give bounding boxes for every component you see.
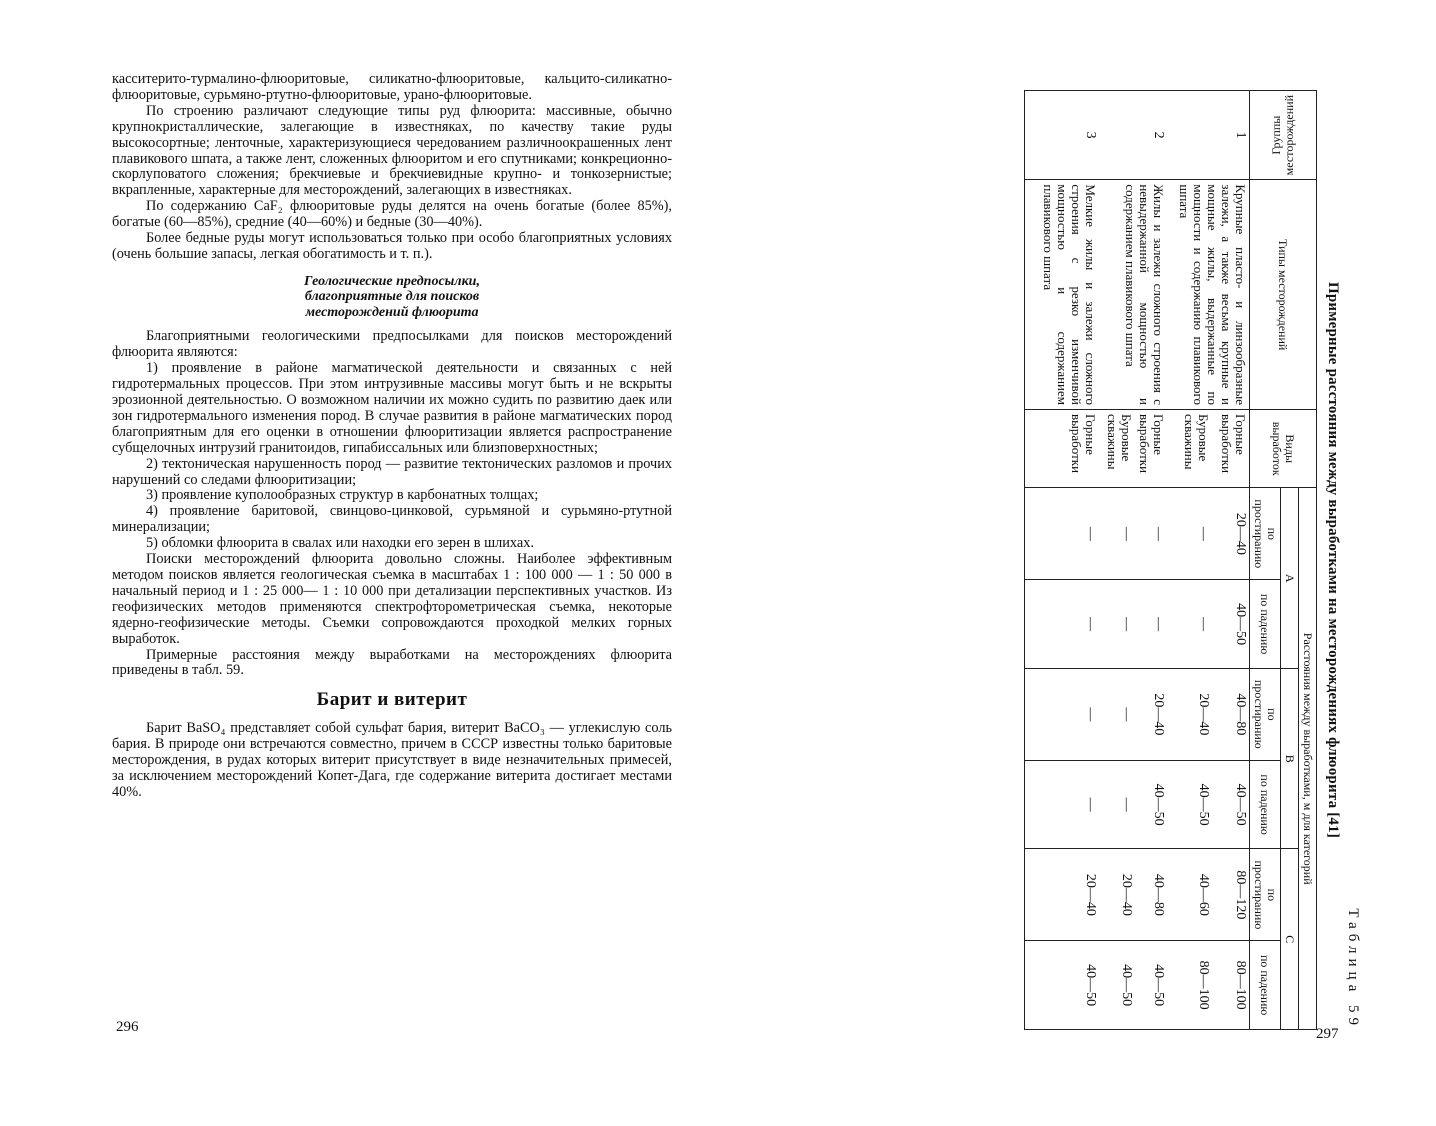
header-a-dip: по падению [1250,580,1281,669]
list-item-5: 5) обломки флюорита в свалах или находки его зерен в шлихах. [146,535,534,552]
cell-deposit-type: Крупные пласто- и линзообразные залежи, а также весьма крупные и мощные жилы, выдержанные по мощности и содержанию плавикового шпата [1175,180,1250,410]
cell-a-strike: — [1135,488,1175,580]
header-b-dip: по падению [1250,760,1281,849]
table-row [1212,91,1250,1030]
cell-b-dip: 40—50 [1175,760,1212,849]
cell-c-strike: 20—40 [1103,849,1135,941]
header-b-strike: по простиранию [1250,668,1281,760]
cell-c-strike: 40—80 [1135,849,1175,941]
table-row [1025,91,1104,1030]
cell-group: 2 [1103,91,1175,180]
cell-c-dip: 40—50 [1135,941,1175,1030]
header-category-a: А [1281,488,1299,669]
cell-group: 1 [1175,91,1250,180]
table-59-rotated [801,90,1361,1030]
cell-deposit-type: Мелкие жилы и залежи сложного строения с резко изменчивой мощностью и содержанием плавикового шпата [1025,180,1104,410]
distance-table [1024,90,1317,1030]
subheading-line-3: месторождений флюорита [305,304,479,320]
paragraph-table-reference: Примерные расстояния между выработками на месторождениях флюорита приведены в табл. 59. [112,646,672,679]
paragraph-barite: Барит BaSO₄ представляет собой сульфат бария, витерит BaCO₃ — углекислую соль бария. В природе они встречаются совместно, причем в СССР известны только баритовые месторождения, в рудах которых витерит присутствует в виде незначительных примесей, за исключением месторождений Копет-Дага, где содержание витерита достигает местами 40%. [112,720,672,800]
cell-b-dip: — [1025,760,1104,849]
paragraph-prospecting-methods: Поиски месторождений флюорита довольно сложны. Наиболее эффективным методом поисков является геологическая съемка в масштабах 1 : 100 000 — 1 : 50 000 в начальный период и 1 : 25 000— 1 : 10 000 при детализации перспективных участков. Из геофизических методов применяются спектрофторометрическая съемка, некоторые ядерно-геофизические методы. Съемки сопровождаются проходкой мелких горных выработок. [112,551,672,647]
cell-c-dip: 80—100 [1175,941,1212,1030]
section-title-barite: Барит и витерит [316,689,468,711]
paragraph-caf2-content: По содержанию CaF₂ флюоритовые руды делятся на очень богатые (более 85%), богатые (60—85%), средние (40—60%) и бедные (30—40%). [112,198,672,231]
table-title: Примерные расстояния между выработками на месторождениях флюорита [41] [1325,281,1341,839]
cell-a-strike: — [1025,488,1104,580]
header-works: Виды выработок [1250,410,1317,488]
cell-b-strike: — [1103,668,1135,760]
cell-c-strike: 80—120 [1212,849,1250,941]
cell-a-dip: — [1135,580,1175,669]
subheading-geological-prerequisites [112,274,672,321]
cell-c-dip: 80—100 [1212,941,1250,1030]
header-c-dip: по падению [1250,941,1281,1030]
cell-deposit-type: Жилы и залежи сложного строения с невыдержанной мощностью и содержанием плавикового шпата [1103,180,1175,410]
paragraph-ore-structure: По строению различают следующие типы руд флюорита: массивные, обычно крупнокристаллические, залегающие в известняках, по качеству такие руды высокосортные; ленточные, характеризующиеся чередованием различноокрашенных лент плавикового шпата, а также лент, сложенных флюоритом и его спутниками; конкреционно-скорлуповатого сложения; брекчиевые и брекчиевидные крупно- и тонкозернистые; вкрапленные, характерные для месторождений, залегающих в известняках. [112,102,672,199]
cell-b-strike: 40—80 [1212,668,1250,760]
page-number-right: 297 [1316,1026,1339,1042]
cell-c-strike: 40—60 [1175,849,1212,941]
list-item-3: 3) проявление куполообразных структур в карбонатных толщах; [146,487,539,504]
cell-a-strike: — [1175,488,1212,580]
cell-b-strike: 20—40 [1135,668,1175,760]
list-item-4: 4) проявление баритовой, свинцово-цинковой, сурьмяной и сурьмяно-ртутной минерализации; [112,503,672,536]
left-page [112,72,672,1112]
cell-group: 3 [1025,91,1104,180]
header-type: Типы месторождений [1250,180,1317,410]
table-row [1135,91,1175,1030]
cell-a-strike: 20—40 [1212,488,1250,580]
cell-b-dip: 40—50 [1135,760,1175,849]
cell-b-dip: — [1103,760,1135,849]
cell-work-type: Горные выработки [1135,410,1175,488]
cell-c-dip: 40—50 [1025,941,1104,1030]
subheading-line-2: благоприятные для поисков [304,289,480,305]
header-distances: Расстояния между выработками, м для категорий [1299,488,1317,1030]
cell-b-strike: — [1025,668,1104,760]
header-a-strike: по простиранию [1250,488,1281,580]
paragraph-ore-types: касситерито-турмалино-флюоритовые, силикатно-флюоритовые, кальцито-силикатно-флюоритовые, сурьмяно-ртутно-флюоритовые, урано-флюоритовые. [112,71,672,103]
table-container [1024,90,1317,1030]
table-label: Таблица 59 [1345,908,1361,1030]
cell-a-dip: — [1025,580,1104,669]
cell-work-type: Горные выработки [1025,410,1104,488]
paragraph-prerequisites-intro: Благоприятными геологическими предпосылками для поисков месторождений флюорита являются: [112,328,672,361]
header-group-text: Группы месторождений [1269,94,1296,176]
header-c-strike: по простиранию [1250,849,1281,941]
cell-work-type: Горные выработки [1212,410,1250,488]
header-group [1250,91,1317,180]
cell-work-type: Буровые скважины [1175,410,1212,488]
cell-a-dip: 40—50 [1212,580,1250,669]
cell-a-dip: — [1103,580,1135,669]
cell-c-dip: 40—50 [1103,941,1135,1030]
header-category-c: С [1281,849,1299,1030]
header-category-b: В [1281,668,1299,849]
paragraph-poor-ores: Более бедные руды могут использоваться только при особо благоприятных условиях (очень большие запасы, легкая обогатимость и т. п.). [112,230,672,262]
list-item-2: 2) тектоническая нарушенность пород — развитие тектонических разломов и прочих нарушений со следами флюоритизации; [112,455,672,488]
page-number-left: 296 [116,1019,139,1035]
cell-c-strike: 20—40 [1025,849,1104,941]
cell-a-dip: — [1175,580,1212,669]
cell-work-type: Буровые скважины [1103,410,1135,488]
cell-b-strike: 20—40 [1175,668,1212,760]
list-item-1: 1) проявление в районе магматической деятельности и связанных с ней гидротермальных процессов. При этом интрузивные массивы могут быть и не вскрыты эрозионной деятельностью. О возможном наличии их можно судить по развитию даек или зон гидротермального изменения пород. В случае развития в районе магматических пород благоприятным для его оценки в отношении флюоритизации является распространение субщелочных интрузий гранитоидов, гипабиссальных или близповерхностных; [112,360,672,456]
cell-a-strike: — [1103,488,1135,580]
cell-b-dip: 40—50 [1212,760,1250,849]
subheading-line-1: Геологические предпосылки, [304,273,480,289]
